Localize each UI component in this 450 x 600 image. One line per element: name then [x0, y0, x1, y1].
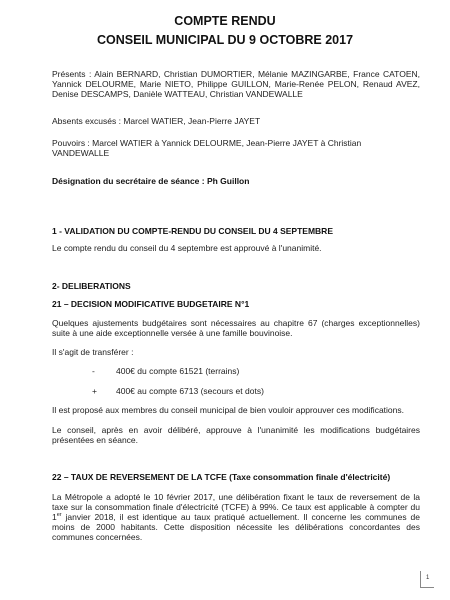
item-22-heading	[52, 472, 420, 482]
secretary-text: Désignation du secrétaire de séance : Ph Guillon	[52, 176, 250, 186]
item-21-intro	[52, 318, 420, 338]
document-subtitle: CONSEIL MUNICIPAL DU 9 OCTOBRE 2017	[96, 33, 354, 47]
section-1-body	[52, 243, 420, 253]
bullet-text: 400€ au compte 6713 (secours et dots)	[116, 386, 264, 396]
decision-text: Le conseil, après en avoir délibéré, approuve à l'unanimité les modifications budgétaires présentées en séance.	[52, 425, 420, 446]
item-21-heading	[52, 299, 420, 309]
page-number: 1	[426, 575, 430, 581]
item-22-text-part2: janvier 2018, il est identique au taux pratiqué actuellement. Il concerne les communes de moins de 2000 habitants. Cette disposition nécessite les délibérations concordantes des communes concernées.	[52, 512, 420, 543]
attendance-presents	[52, 69, 420, 99]
item-22-heading-text: 22 – TAUX DE REVERSEMENT DE LA TCFE (Taxe consommation finale d'électricité)	[52, 472, 391, 482]
proposal-text: Il est proposé aux membres du conseil municipal de bien vouloir approuver ces modifications.	[52, 405, 404, 415]
absents-text: Absents excusés : Marcel WATIER, Jean-Pierre JAYET	[52, 116, 261, 126]
bullet-text: 400€ du compte 61521 (terrains)	[116, 366, 240, 376]
pouvoirs-text: Pouvoirs : Marcel WATIER à Yannick DELOURME, Jean-Pierre JAYET à Christian VANDEWALLE	[52, 138, 362, 159]
item-21-transfer-label	[52, 347, 420, 357]
section-1-text: Le compte rendu du conseil du 4 septembre est approuvé à l'unanimité.	[52, 243, 322, 253]
section-1-heading-text: 1 - VALIDATION DU COMPTE-RENDU DU CONSEIL DU 4 SEPTEMBRE	[52, 226, 333, 236]
ordinal-superscript: er	[56, 512, 62, 519]
item-21-intro-text: Quelques ajustements budgétaires sont nécessaires au chapitre 67 (charges exceptionnelles) suite à une aide exceptionnelle versée à une famille bouvinoise.	[52, 318, 420, 339]
item-21-heading-text: 21 – DECISION MODIFICATIVE BUDGETAIRE N°1	[52, 299, 250, 309]
bullet-symbol: -	[92, 366, 95, 376]
item-21-proposal	[52, 405, 420, 415]
attendance-absents	[52, 116, 420, 126]
document-title: COMPTE RENDU	[174, 14, 276, 28]
transfer-label-text: Il s'agit de transférer :	[52, 347, 134, 357]
item-22-text	[52, 492, 420, 542]
item-22-text-part1: La Métropole a adopté le 10 février 2017, une délibération fixant le taux de reversement de la taxe sur la consommation finale d'électricité (TCFE) à 99%. Ce taux est applicable à compter du 1	[52, 492, 420, 523]
secretary-designation	[52, 176, 420, 186]
bullet-symbol: +	[92, 386, 97, 396]
item-22-body	[52, 492, 420, 542]
attendance-pouvoirs	[52, 138, 420, 158]
section-2-heading	[52, 281, 420, 291]
item-21-decision	[52, 425, 420, 445]
section-2-heading-text: 2- DELIBERATIONS	[52, 281, 131, 291]
section-1-heading	[52, 226, 420, 236]
page-number-box	[420, 571, 434, 588]
presents-text: Présents : Alain BERNARD, Christian DUMORTIER, Mélanie MAZINGARBE, France CATOEN, Yannick DELOURME, Marie NIETO, Philippe GUILLON, Marie-Renée PELON, Renaud AVEZ, Denise DESCAMPS, Danièle WATTEAU, Christian VANDEWALLE	[52, 69, 420, 100]
